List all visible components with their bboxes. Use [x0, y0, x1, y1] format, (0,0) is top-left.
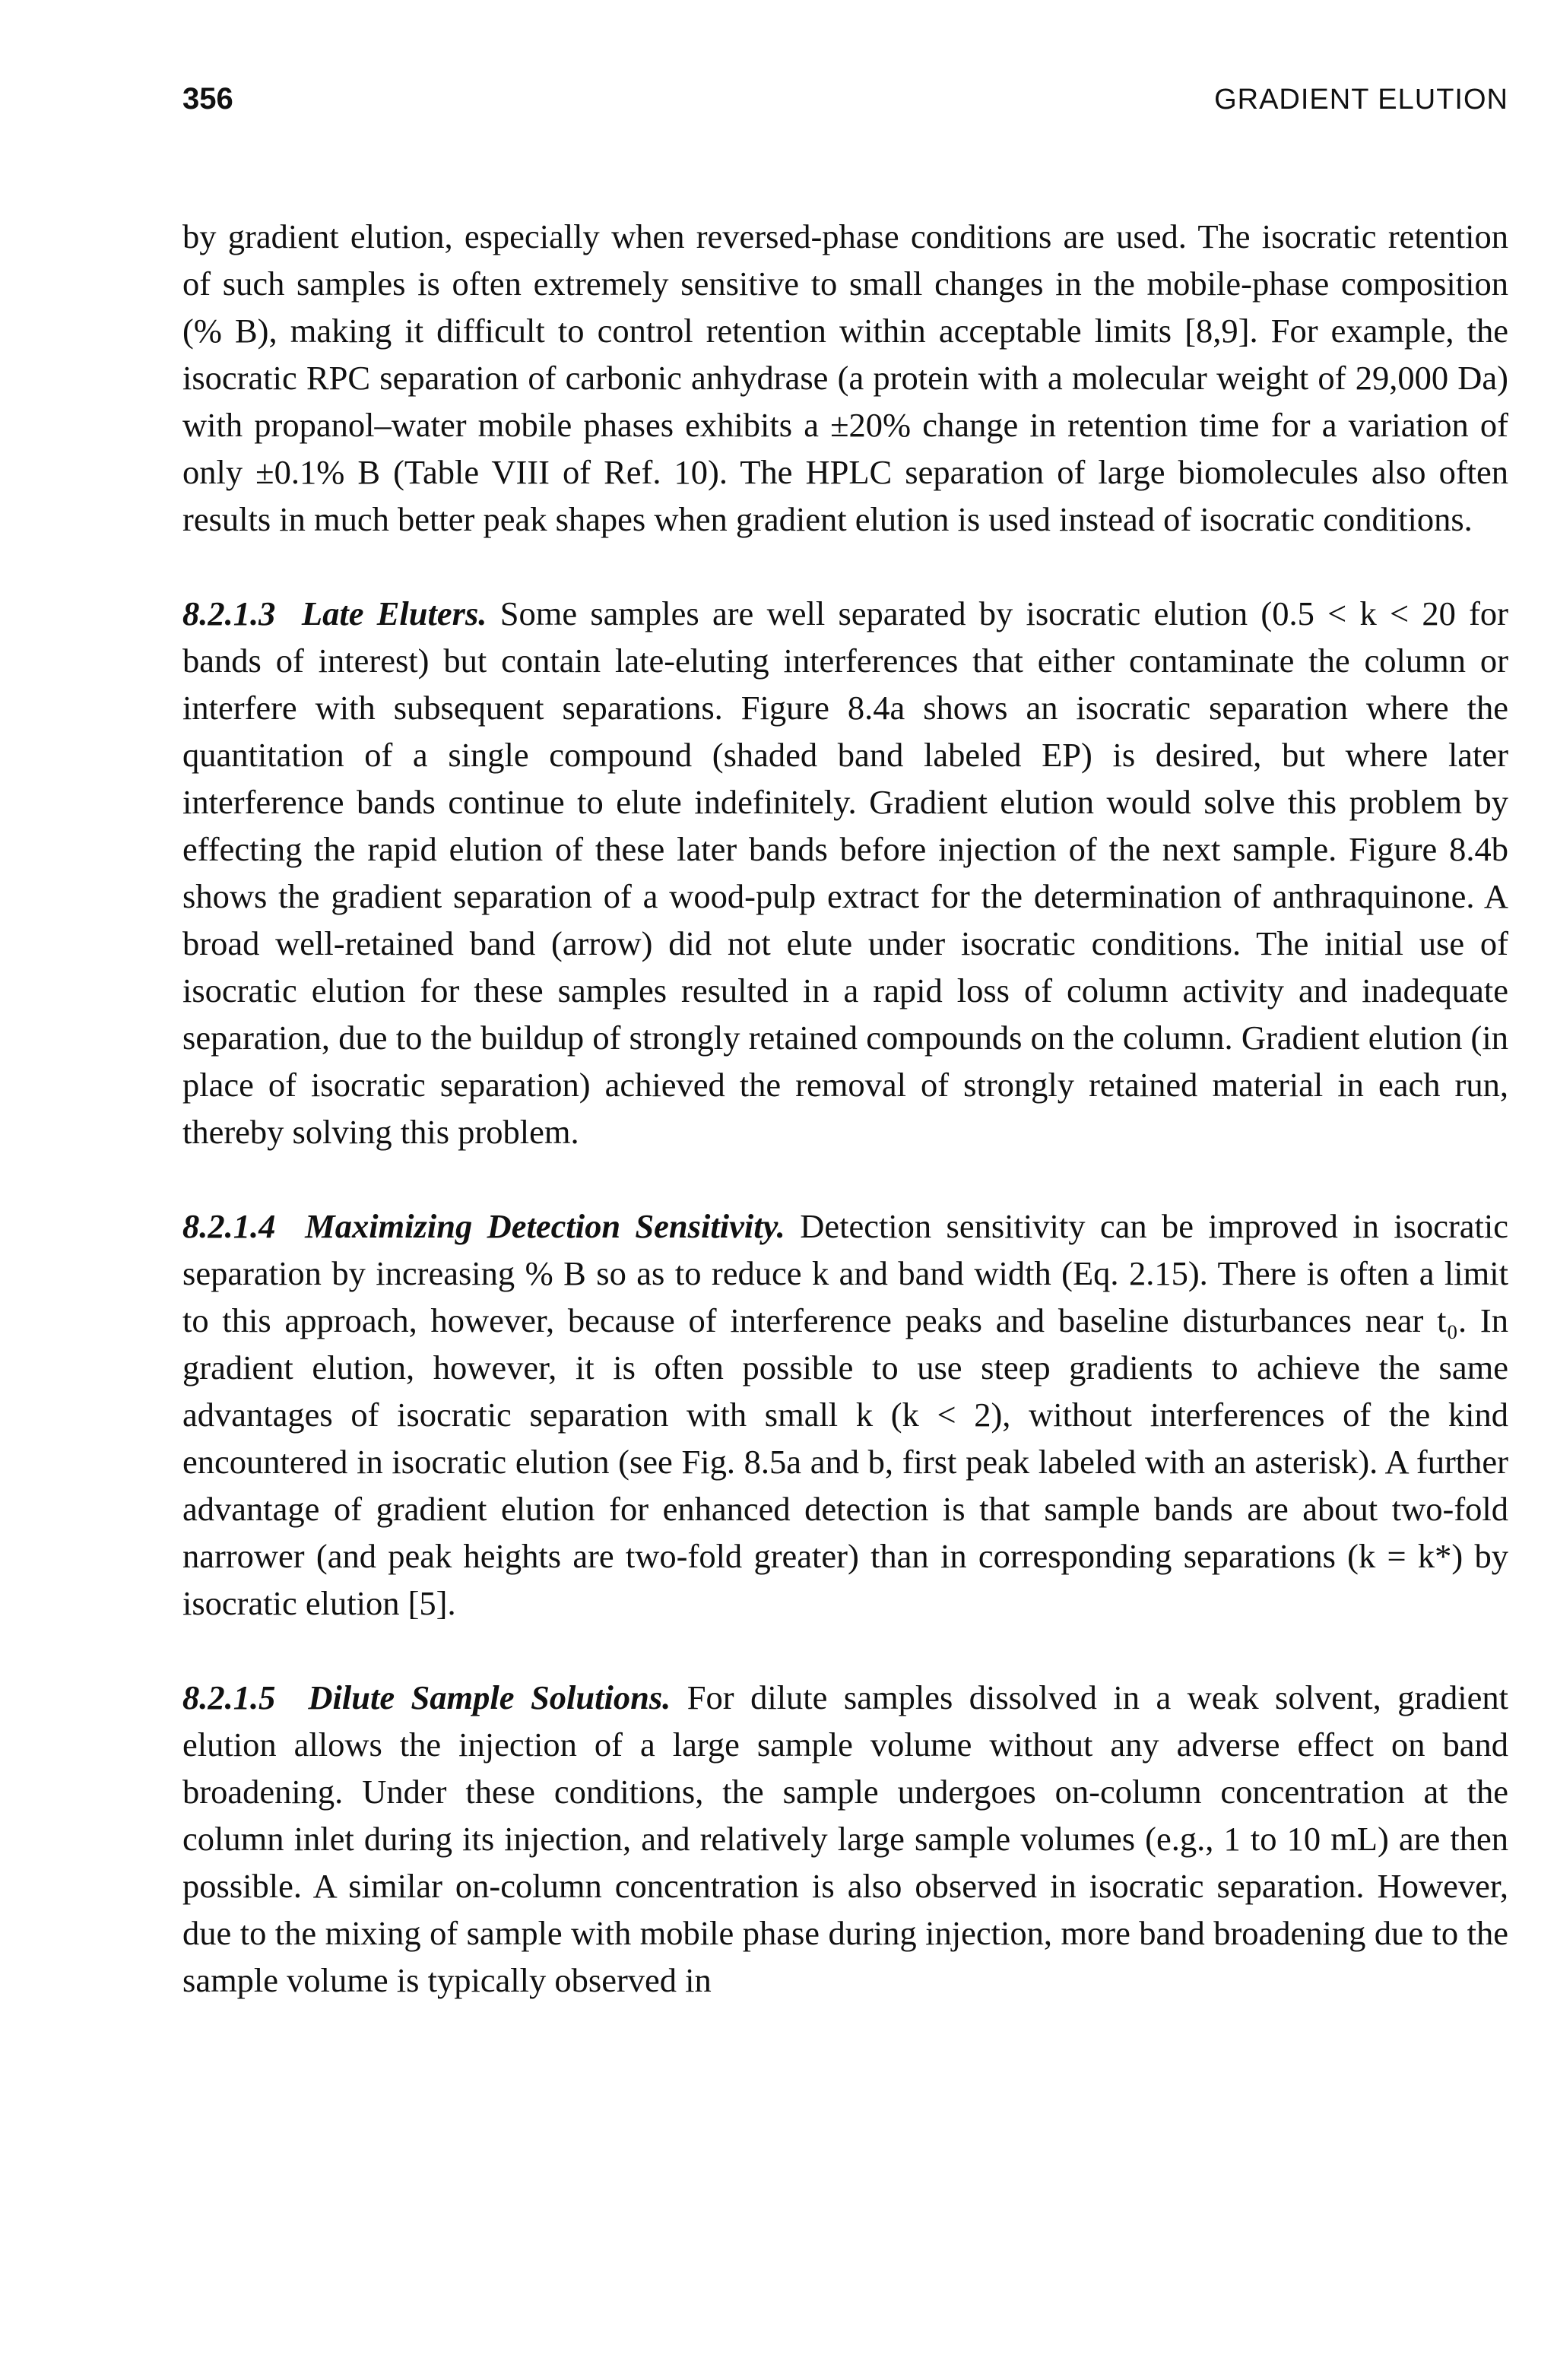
section-late-eluters	[182, 590, 1508, 1155]
section-number: 8.2.1.3	[182, 594, 276, 632]
section-maximizing-detection-sensitivity	[182, 1203, 1508, 1627]
book-page	[182, 76, 1508, 2004]
paragraph-text: Detection sensitivity can be improved in isocratic separation by increasing % B so as to reduce k and band width (Eq. 2.15). There is often a limit to this approach, however, because of interference peaks and baseline disturbances near t₀. In gradient elution, however, it is often possible to use steep gradients to achieve the same advantages of isocratic separation with small k (k < 2), without interferences of the kind encountered in isocratic elution (see Fig. 8.5a and b, first peak labeled with an asterisk). A further advantage of gradient elution for enhanced detection is that sample bands are about two-fold narrower (and peak heights are two-fold greater) than in corresponding separations (k = k*) by isocratic elution [5].	[182, 1207, 1509, 1622]
body-text	[182, 213, 1508, 2004]
paragraph-text: For dilute samples dissolved in a weak solvent, gradient elution allows the injection of a large sample volume without any adverse effect on band broadening. Under these conditions, the sample undergoes on-column concentration at the column inlet during its injection, and relatively large sample volumes (e.g., 1 to 10 mL) are then possible. A similar on-column concentration is also observed in isocratic separation. However, due to the mixing of sample with mobile phase during injection, more band broadening due to the sample volume is typically observed in	[182, 1678, 1508, 1999]
page-number: 356	[182, 82, 233, 116]
running-head: GRADIENT ELUTION	[1214, 84, 1508, 116]
section-number: 8.2.1.5	[182, 1678, 276, 1716]
page-header	[182, 76, 1508, 129]
paragraph-intro	[182, 213, 1508, 543]
section-title: Late Eluters.	[301, 594, 487, 632]
paragraph-text: by gradient elution, especially when reversed-phase conditions are used. The isocratic retention of such samples is often extremely sensitive to small changes in the mobile-phase composition (% B), making it difficult to control retention within acceptable limits [8,9]. For example, the isocratic RPC separation of carbonic anhydrase (a protein with a molecular weight of 29,000 Da) with propanol–water mobile phases exhibits a ±20% change in retention time for a variation of only ±0.1% B (Table VIII of Ref. 10). The HPLC separation of large biomolecules also often results in much better peak shapes when gradient elution is used instead of isocratic conditions.	[182, 217, 1508, 538]
section-dilute-sample-solutions	[182, 1674, 1508, 2004]
paragraph-text: Some samples are well separated by isocratic elution (0.5 < k < 20 for bands of interest) but contain late-eluting interferences that either contaminate the column or interfere with subsequent separations. Figure 8.4a shows an isocratic separation where the quantitation of a single compound (shaded band labeled EP) is desired, but where later interference bands continue to elute indefinitely. Gradient elution would solve this problem by effecting the rapid elution of these later bands before injection of the next sample. Figure 8.4b shows the gradient separation of a wood-pulp extract for the determination of anthraquinone. A broad well-retained band (arrow) did not elute under isocratic conditions. The initial use of isocratic elution for these samples resulted in a rapid loss of column activity and inadequate separation, due to the buildup of strongly retained compounds on the column. Gradient elution (in place of isocratic separation) achieved the removal of strongly retained material in each run, thereby solving this problem.	[182, 594, 1509, 1151]
section-title: Maximizing Detection Sensitivity.	[305, 1207, 785, 1245]
section-title: Dilute Sample Solutions.	[308, 1678, 671, 1716]
section-number: 8.2.1.4	[182, 1207, 276, 1245]
